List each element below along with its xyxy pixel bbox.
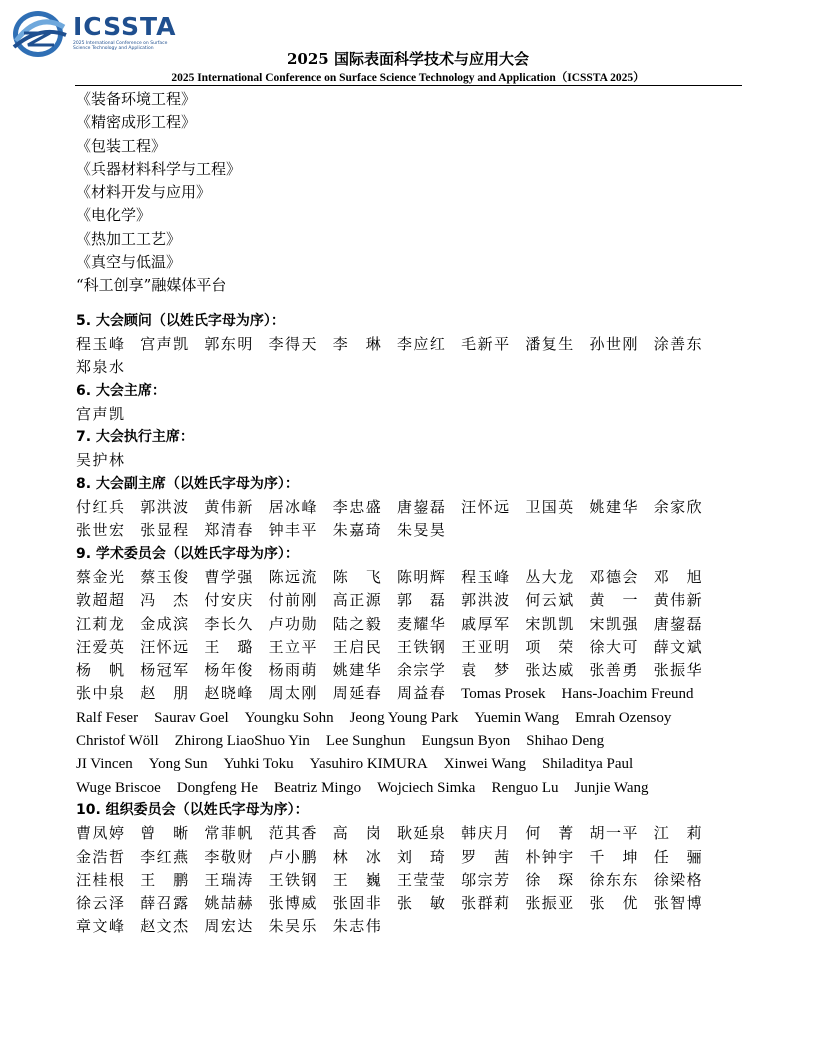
person-name: Ralf Feser [76,709,139,726]
person-name: Jeong Young Park [349,709,459,726]
page-header [0,0,816,90]
person-name: 袁 梦 [461,661,510,680]
person-name: Yong Sun [148,756,208,773]
person-name: 居冰峰 [268,498,317,517]
person-name: 张世宏 [76,521,124,540]
person-name: 黄伟新 [204,498,253,517]
person-name: 李 琳 [332,334,381,353]
person-name: Shiladitya Paul [541,756,634,773]
name-row [76,846,742,869]
journal-item: 《真空与低温》 [76,253,182,272]
person-name: 张达威 [525,661,574,680]
person-name: 杨年俊 [204,661,253,680]
person-name: Yasuhiro KIMURA [309,756,428,773]
person-name: 郑泉水 [76,358,124,377]
person-name: 杨雨萌 [268,661,317,680]
conference-title-en: 2025 International Conference on Surface Science Technology and Application（ICSSTA 2025） [171,72,645,84]
document-body [76,88,742,939]
name-row [76,333,742,356]
name-row [76,589,742,612]
name-row [76,915,742,938]
name-row [76,566,742,589]
person-name: 朱志伟 [332,917,381,936]
person-name: 李应红 [396,334,445,353]
journal-item: 《包装工程》 [76,136,167,155]
person-name: 周益春 [396,684,445,703]
person-name: 韩庆月 [461,824,510,843]
person-name: 邬宗芳 [461,870,510,889]
person-name: Tomas Prosek [461,686,546,703]
journal-item: “科工创享”融媒体平台 [76,276,227,295]
logo-wordmark: ICSSTA [73,12,177,41]
person-name: Eungsun Byon [421,733,511,750]
person-name: 江莉龙 [76,614,124,633]
person-name: 王铁钢 [268,870,317,889]
person-name: 蔡金光 [76,567,124,586]
person-name: 杨 帆 [76,661,124,680]
person-name: 涂善东 [653,334,702,353]
person-name: Yuemin Wang [474,709,560,726]
person-name: Yuhki Toku [223,756,294,773]
person-name: 徐梁格 [653,870,702,889]
person-name: 朱嘉琦 [332,521,381,540]
journal-item: 《精密成形工程》 [76,113,197,132]
person-name: 徐东东 [589,870,638,889]
person-name: 张善勇 [589,661,638,680]
person-name: 卢小鹏 [268,847,317,866]
person-name: 毛新平 [461,334,510,353]
person-name: 姚建华 [589,498,638,517]
person-name: 郭 磊 [396,591,445,610]
person-name: 郭洪波 [461,591,510,610]
person-name: 王莹莹 [396,870,445,889]
person-name: Emrah Ozensoy [575,709,672,726]
person-name: 李得天 [268,334,317,353]
person-name: 金浩哲 [76,847,124,866]
person-name: 麦耀华 [396,614,445,633]
person-name: 张显程 [140,521,189,540]
advisors-list [76,333,742,380]
person-name: 钟丰平 [268,521,317,540]
person-name: 陈远流 [268,567,317,586]
person-name: 高 岗 [332,824,381,843]
journal-item: 《电化学》 [76,206,152,225]
person-name: 朴钟宇 [525,847,574,866]
chair-list [76,403,742,426]
person-name: Wojciech Simka [377,779,476,796]
person-name: 朱吴乐 [268,917,317,936]
person-name: 张 优 [589,894,638,913]
person-name: 姚建华 [332,661,381,680]
person-name: 付前刚 [268,591,317,610]
person-name: 汪怀远 [461,498,510,517]
person-name: 曹学强 [204,567,253,586]
vice-chairs-list [76,496,742,543]
person-name: 郑清春 [204,521,253,540]
name-row [76,449,742,472]
conference-title-cn: 2025 国际表面科学技术与应用大会 [287,50,529,68]
journal-item: 《装备环境工程》 [76,90,197,108]
person-name: 周延春 [332,684,381,703]
executive-chair-list [76,449,742,472]
header-divider [75,85,742,86]
section-heading-academic-committee: 9. 学术委员会（以姓氏字母为序）： [76,545,299,562]
logo-subtext: 2025 International Conference on Surface Science Technology and Application [73,41,168,51]
person-name: 余家欣 [653,498,702,517]
person-name: Hans-Joachim Freund [561,686,694,703]
person-name: JI Vincen [76,756,133,773]
person-name: 孙世刚 [589,334,638,353]
section-heading-executive-chair: 7. 大会执行主席： [76,429,194,446]
person-name: 黄 一 [589,591,638,610]
person-name: 余宗学 [396,661,445,680]
person-name: Renguo Lu [491,779,559,796]
person-name: 王瑞涛 [204,870,253,889]
person-name: Dongfeng He [176,779,259,796]
person-name: 宫声凯 [140,334,189,353]
person-name: 徐 琛 [525,870,574,889]
person-name: 张智博 [653,894,702,913]
person-name: 江 莉 [653,824,702,843]
person-name: 程玉峰 [76,334,124,353]
person-name: 薛召露 [140,894,189,913]
name-row [76,822,742,845]
person-name: 王立平 [268,637,317,656]
academic-committee-list [76,566,742,682]
academic-committee-intl-list [76,706,742,799]
journal-item: 《材料开发与应用》 [76,183,212,202]
person-name: 朱旻昊 [396,521,445,540]
name-row [76,659,742,682]
person-name: 薛文斌 [653,637,702,656]
person-name: 王 鹏 [140,870,189,889]
person-name: 任 骊 [653,847,702,866]
person-name: 徐云泽 [76,894,124,913]
name-row [76,706,742,729]
person-name: Zhirong LiaoShuo Yin [174,733,310,750]
person-name: 汪爱英 [76,637,124,656]
person-name: 邓 旭 [653,567,702,586]
person-name: 曾 晰 [140,824,189,843]
person-name: 周宏达 [204,917,253,936]
person-name: 卫国英 [525,498,574,517]
person-name: Junjie Wang [574,779,649,796]
academic-committee-mixed-row [76,682,742,705]
name-row [76,403,742,426]
name-row [76,613,742,636]
person-name: 张群莉 [461,894,510,913]
name-row [76,776,742,799]
person-name: 何 菁 [525,824,574,843]
person-name: 胡一平 [589,824,638,843]
person-name: 林 冰 [332,847,381,866]
person-name: 李红燕 [140,847,189,866]
person-name: 徐大可 [589,637,638,656]
person-name: 李长久 [204,614,253,633]
person-name: 郭洪波 [140,498,189,517]
person-name: 张中泉 [76,684,124,703]
section-heading-organizing-committee: 10. 组织委员会（以姓氏字母为序）： [76,801,309,818]
person-name: 项 荣 [525,637,574,656]
person-name: 李忠盛 [332,498,381,517]
person-name: Wuge Briscoe [76,779,161,796]
person-name: 汪怀远 [140,637,189,656]
person-name: 程玉峰 [461,567,510,586]
person-name: 郭东明 [204,334,253,353]
person-name: 张博威 [268,894,317,913]
person-name: 高正源 [332,591,381,610]
person-name: 赵 朋 [140,684,189,703]
person-name: 卢功勋 [268,614,317,633]
person-name: 常菲帆 [204,824,253,843]
person-name: 范其香 [268,824,317,843]
person-name: 王 璐 [204,637,253,656]
person-name: Xinwei Wang [443,756,526,773]
section-heading-chair: 6. 大会主席： [76,382,166,399]
person-name: 唐鋆磊 [653,614,702,633]
person-name: 张振亚 [525,894,574,913]
person-name: 王启民 [332,637,381,656]
person-name: 王铁钢 [396,637,445,656]
person-name: 丛大龙 [525,567,574,586]
person-name: 杨冠军 [140,661,189,680]
journal-item: 《热加工工艺》 [76,229,182,248]
person-name: 吴护林 [76,451,124,470]
person-name: 付红兵 [76,498,124,517]
person-name: 宫声凯 [76,404,124,423]
person-name: 潘复生 [525,334,574,353]
name-row [76,892,742,915]
person-name: 金成滨 [140,614,189,633]
person-name: 黄伟新 [653,591,702,610]
name-row [76,636,742,659]
person-name: 周太刚 [268,684,317,703]
person-name: 邓德会 [589,567,638,586]
journal-item: 《兵器材料科学与工程》 [76,159,242,178]
section-heading-advisors: 5. 大会顾问（以姓氏字母为序）： [76,312,285,329]
person-name: 戚厚军 [461,614,510,633]
name-row [76,356,742,379]
person-name: 蔡玉俊 [140,567,189,586]
person-name: 王亚明 [461,637,510,656]
name-row [76,752,742,775]
person-name: Saurav Goel [154,709,229,726]
person-name: Lee Sunghun [325,733,406,750]
person-name: 付安庆 [204,591,253,610]
person-name: 章文峰 [76,917,124,936]
person-name: Beatriz Mingo [274,779,362,796]
person-name: Christof Wöll [76,733,159,750]
person-name: 陈 飞 [332,567,381,586]
person-name: 唐鋆磊 [396,498,445,517]
person-name: 张固非 [332,894,381,913]
person-name: 冯 杰 [140,591,189,610]
person-name: 刘 琦 [396,847,445,866]
person-name: Shihao Deng [526,733,605,750]
person-name: 宋凯凯 [525,614,574,633]
person-name: 千 坤 [589,847,638,866]
person-name: 李敬财 [204,847,253,866]
name-row [76,519,742,542]
person-name: 罗 茜 [461,847,510,866]
person-name: 赵晓峰 [204,684,253,703]
person-name: 何云斌 [525,591,574,610]
person-name: 曹凤婷 [76,824,124,843]
name-row [76,869,742,892]
person-name: 敦超超 [76,591,124,610]
person-name: 陈明辉 [396,567,445,586]
person-name: 姚喆赫 [204,894,253,913]
person-name: 宋凯强 [589,614,638,633]
person-name: 陆之毅 [332,614,381,633]
name-row [76,729,742,752]
person-name: Youngku Sohn [244,709,334,726]
section-heading-vice-chairs: 8. 大会副主席（以姓氏字母为序）： [76,475,299,492]
person-name: 耿延泉 [396,824,445,843]
journal-list [76,88,742,298]
person-name: 张振华 [653,661,702,680]
organizing-committee-list [76,822,742,938]
person-name: 赵文杰 [140,917,189,936]
person-name: 王 巍 [332,870,381,889]
person-name: 张 敏 [396,894,445,913]
person-name: 汪桂根 [76,870,124,889]
name-row [76,496,742,519]
